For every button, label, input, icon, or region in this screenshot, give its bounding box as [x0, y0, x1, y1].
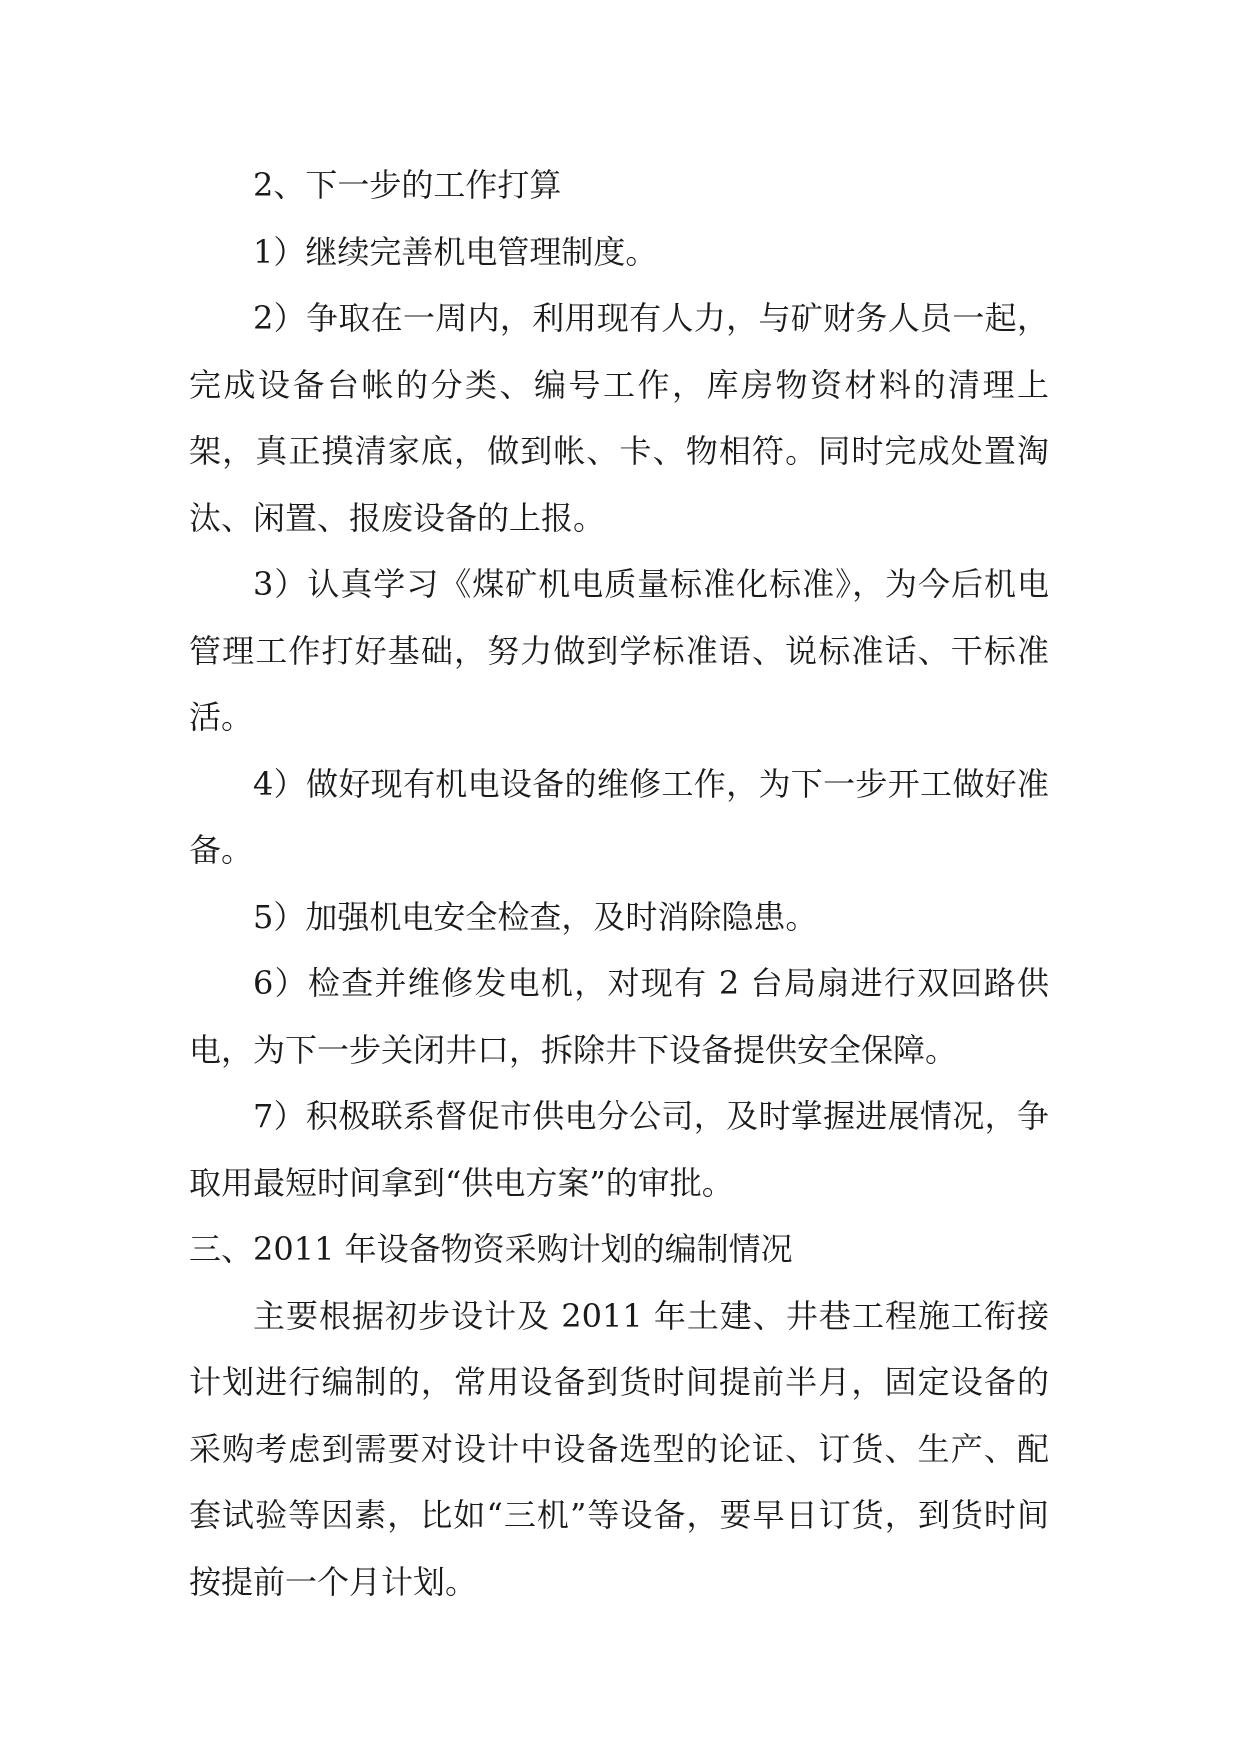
document-body — [189, 152, 1049, 1615]
list-item-1: 1）继续完善机电管理制度。 — [253, 232, 658, 271]
subheading-next-steps: 2、下一步的工作打算 — [253, 166, 562, 204]
section-heading-procurement-plan: 三、2011 年设备物资采购计划的编制情况 — [189, 1230, 793, 1268]
list-item-3: 3）认真学习《煤矿机电质量标准化标准》，为今后机电管理工作打好基础，努力做到学标准语、说标准话、干标准活。 — [189, 565, 1049, 736]
list-item-5: 5）加强机电安全检查，及时消除隐患。 — [253, 897, 818, 936]
list-item-2: 2）争取在一周内，利用现有人力，与矿财务人员一起，完成设备台帐的分类、编号工作，库房物资材料的清理上架，真正摸清家底，做到帐、卡、物相符。同时完成处置淘汰、闲置、报废设备的上报。 — [189, 299, 1049, 537]
list-item-6: 6）检查并维修发电机，对现有 2 台局扇进行双回路供电，为下一步关闭井口，拆除井下设备提供安全保障。 — [189, 964, 1049, 1069]
body-paragraph-procurement: 主要根据初步设计及 2011 年土建、井巷工程施工衔接计划进行编制的，常用设备到货时间提前半月，固定设备的采购考虑到需要对设计中设备选型的论证、订货、生产、配套试验等因素，比如“三机”等设备，要早日订货，到货时间按提前一个月计划。 — [189, 1296, 1049, 1601]
list-item-7: 7）积极联系督促市供电分公司，及时掌握进展情况，争取用最短时间拿到“供电方案”的审批。 — [189, 1097, 1049, 1202]
list-item-4: 4）做好现有机电设备的维修工作，为下一步开工做好准备。 — [189, 764, 1049, 869]
